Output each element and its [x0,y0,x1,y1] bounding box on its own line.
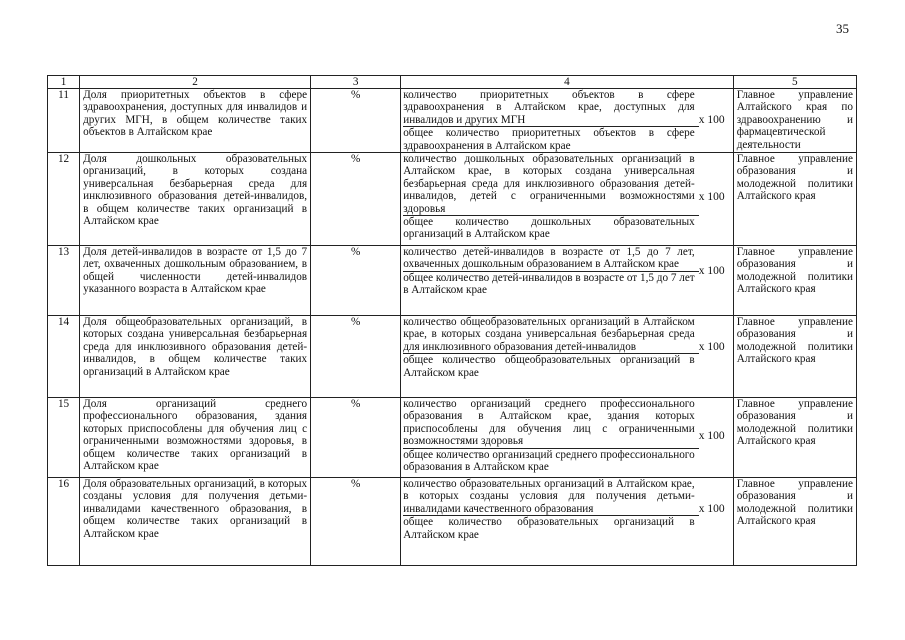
formula-cell [401,89,734,153]
unit: % [311,246,401,316]
unit: % [311,153,401,246]
formula-denominator: общее количество общеобразовательных организаций в Алтайском крае [403,354,695,379]
indicator-name: Доля приоритетных объектов в сфере здравоохранения, доступных для инвалидов и других МГН, в общем количестве таких объектов в Алтайском крае [80,89,311,153]
formula-cell [401,478,734,566]
formula-numerator: количество приоритетных объектов в сфере здравоохранения в Алтайском крае, доступных для инвалидов и других МГН [403,89,699,127]
column-header: 4 [401,76,734,89]
formula-denominator: общее количество дошкольных образовательных организаций в Алтайском крае [403,216,695,241]
formula-numerator: количество детей-инвалидов в возрасте от 1,5 до 7 лет, охваченных дошкольным образованием в Алтайском крае [403,246,699,272]
row-number: 16 [48,478,80,566]
unit: % [311,478,401,566]
table-row [48,89,857,153]
formula-numerator: количество организаций среднего профессионального образования в Алтайском крае, здания которых приспособлены для обучения лиц с ограниченными возможностями здоровья [403,398,699,449]
table-row [48,316,857,398]
table-row [48,246,857,316]
indicator-name: Доля общеобразовательных организаций, в которых создана универсальная безбарьерная среда для инклюзивного образования детей-инвалидов, в общем количестве таких организаций в Алтайском крае [80,316,311,398]
formula-cell [401,246,734,316]
indicators-table [47,75,857,566]
unit: % [311,398,401,478]
column-header: 2 [80,76,311,89]
formula-multiplier: х 100 [698,503,725,516]
formula-numerator: количество общеобразовательных организаций в Алтайском крае, в которых создана универсальная безбарьерная среда для инклюзивного образования детей-инвалидов [403,316,699,354]
formula-numerator: количество дошкольных образовательных организаций в Алтайском крае, в которых создана универсальная безбарьерная среда для инклюзивного образования детей-инвалидов, детей с ограниченными возможностями здоровья [403,153,699,216]
formula-multiplier: х 100 [698,341,725,354]
responsible-body: Главное управление образования и молодежной политики Алтайского края [733,316,856,398]
responsible-body: Главное управление образования и молодежной политики Алтайского края [733,398,856,478]
indicator-name: Доля дошкольных образовательных организаций, в которых создана универсальная безбарьерная среда для инклюзивного образования детей-инвалидов, в общем количестве таких организаций в Алтайском крае [80,153,311,246]
formula-denominator: общее количество образовательных организаций в Алтайском крае [403,516,695,541]
row-number: 15 [48,398,80,478]
formula-numerator: количество образовательных организаций в Алтайском крае, в которых созданы условия для получения детьми-инвалидами качественного образования [403,478,699,516]
formula-cell [401,153,734,246]
responsible-body: Главное управление образования и молодежной политики Алтайского края [733,246,856,316]
formula-denominator: общее количество организаций среднего профессионального образования в Алтайском крае [403,448,695,474]
column-header: 1 [48,76,80,89]
formula-denominator: общее количество детей-инвалидов в возрасте от 1,5 до 7 лет в Алтайском крае [403,271,695,297]
indicator-name: Доля образовательных организаций, в которых созданы условия для получения детьми-инвалидами качественного образования, в общем количестве таких организаций в Алтайском крае [80,478,311,566]
formula-multiplier: х 100 [698,429,725,442]
formula-denominator: общее количество приоритетных объектов в сфере здравоохранения в Алтайском крае [403,127,695,152]
table-row [48,153,857,246]
indicator-name: Доля организаций среднего профессионального образования, здания которых приспособлены для обучения лиц с ограниченными возможностями здоровья, в общем количестве таких организаций в Алтайском крае [80,398,311,478]
formula-multiplier: х 100 [698,114,725,127]
page-number: 35 [836,21,849,36]
column-header: 5 [733,76,856,89]
column-header: 3 [311,76,401,89]
responsible-body: Главное управление образования и молодежной политики Алтайского края [733,478,856,566]
row-number: 14 [48,316,80,398]
row-number: 12 [48,153,80,246]
row-number: 11 [48,89,80,153]
indicator-name: Доля детей-инвалидов в возрасте от 1,5 до 7 лет, охваченных дошкольным образованием, в общей численности детей-инвалидов указанного возраста в Алтайском крае [80,246,311,316]
formula-cell [401,398,734,478]
table-row [48,478,857,566]
unit: % [311,89,401,153]
table-row [48,398,857,478]
table-header-row [48,76,857,89]
unit: % [311,316,401,398]
responsible-body: Главное управление Алтайского края по здравоохранению и фармацевтической деятельности [733,89,856,153]
formula-cell [401,316,734,398]
responsible-body: Главное управление образования и молодежной политики Алтайского края [733,153,856,246]
formula-multiplier: х 100 [698,265,725,278]
row-number: 13 [48,246,80,316]
formula-multiplier: х 100 [698,190,725,203]
